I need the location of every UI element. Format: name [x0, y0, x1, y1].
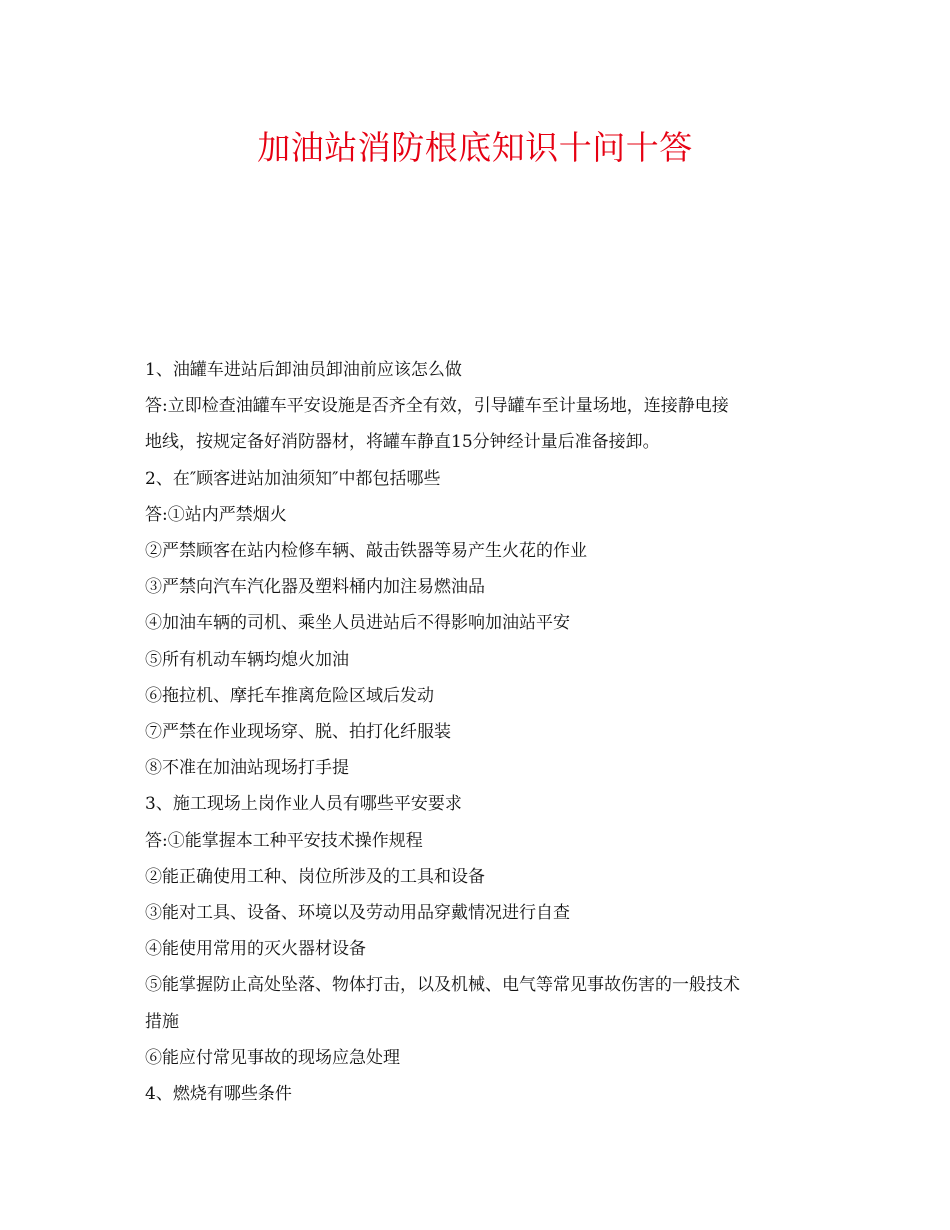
- answer-1-line-1: 答:立即检查油罐车平安设施是否齐全有效，引导罐车至计量场地，连接静电接: [145, 396, 729, 417]
- answer-2-item-1: 答:①站内严禁烟火: [145, 504, 287, 525]
- document-body: [145, 352, 810, 1112]
- answer-2-item-7: ⑦严禁在作业现场穿、脱、拍打化纤服装: [145, 722, 451, 743]
- answer-3-item-1: 答:①能掌握本工种平安技术操作规程: [145, 830, 423, 851]
- answer-3-item-2: ②能正确使用工种、岗位所涉及的工具和设备: [145, 866, 485, 887]
- answer-2-item-5: ⑤所有机动车辆均熄火加油: [145, 649, 349, 670]
- answer-2-item-6: ⑥拖拉机、摩托车推离危险区域后发动: [145, 685, 434, 706]
- answer-1-line-2: 地线，按规定备好消防器材，将罐车静直15分钟经计量后准备接卸。: [145, 432, 660, 453]
- question-4: 4、燃烧有哪些条件: [145, 1084, 292, 1105]
- answer-2-item-2: ②严禁顾客在站内检修车辆、敲击铁器等易产生火花的作业: [145, 541, 587, 562]
- answer-3-item-3: ③能对工具、设备、环境以及劳动用品穿戴情况进行自查: [145, 903, 570, 924]
- answer-3-item-4: ④能使用常用的灭火器材设备: [145, 939, 366, 960]
- question-3: 3、施工现场上岗作业人员有哪些平安要求: [145, 794, 462, 815]
- document-title: 加油站消防根底知识十问十答: [257, 128, 693, 167]
- answer-2-item-3: ③严禁向汽车汽化器及塑料桶内加注易燃油品: [145, 577, 485, 598]
- answer-3-item-6: ⑥能应付常见事故的现场应急处理: [145, 1047, 400, 1068]
- answer-3-item-5-line-1: ⑤能掌握防止高处坠落、物体打击，以及机械、电气等常见事故伤害的一般技术: [145, 975, 740, 996]
- question-2: 2、在″顾客进站加油须知″中都包括哪些: [145, 468, 441, 489]
- question-1: 1、油罐车进站后卸油员卸油前应该怎么做: [145, 360, 462, 380]
- answer-2-item-8: ⑧不准在加油站现场打手提: [145, 758, 349, 779]
- answer-2-item-4: ④加油车辆的司机、乘坐人员进站后不得影响加油站平安: [145, 613, 570, 634]
- answer-3-item-5-line-2: 措施: [145, 1011, 179, 1032]
